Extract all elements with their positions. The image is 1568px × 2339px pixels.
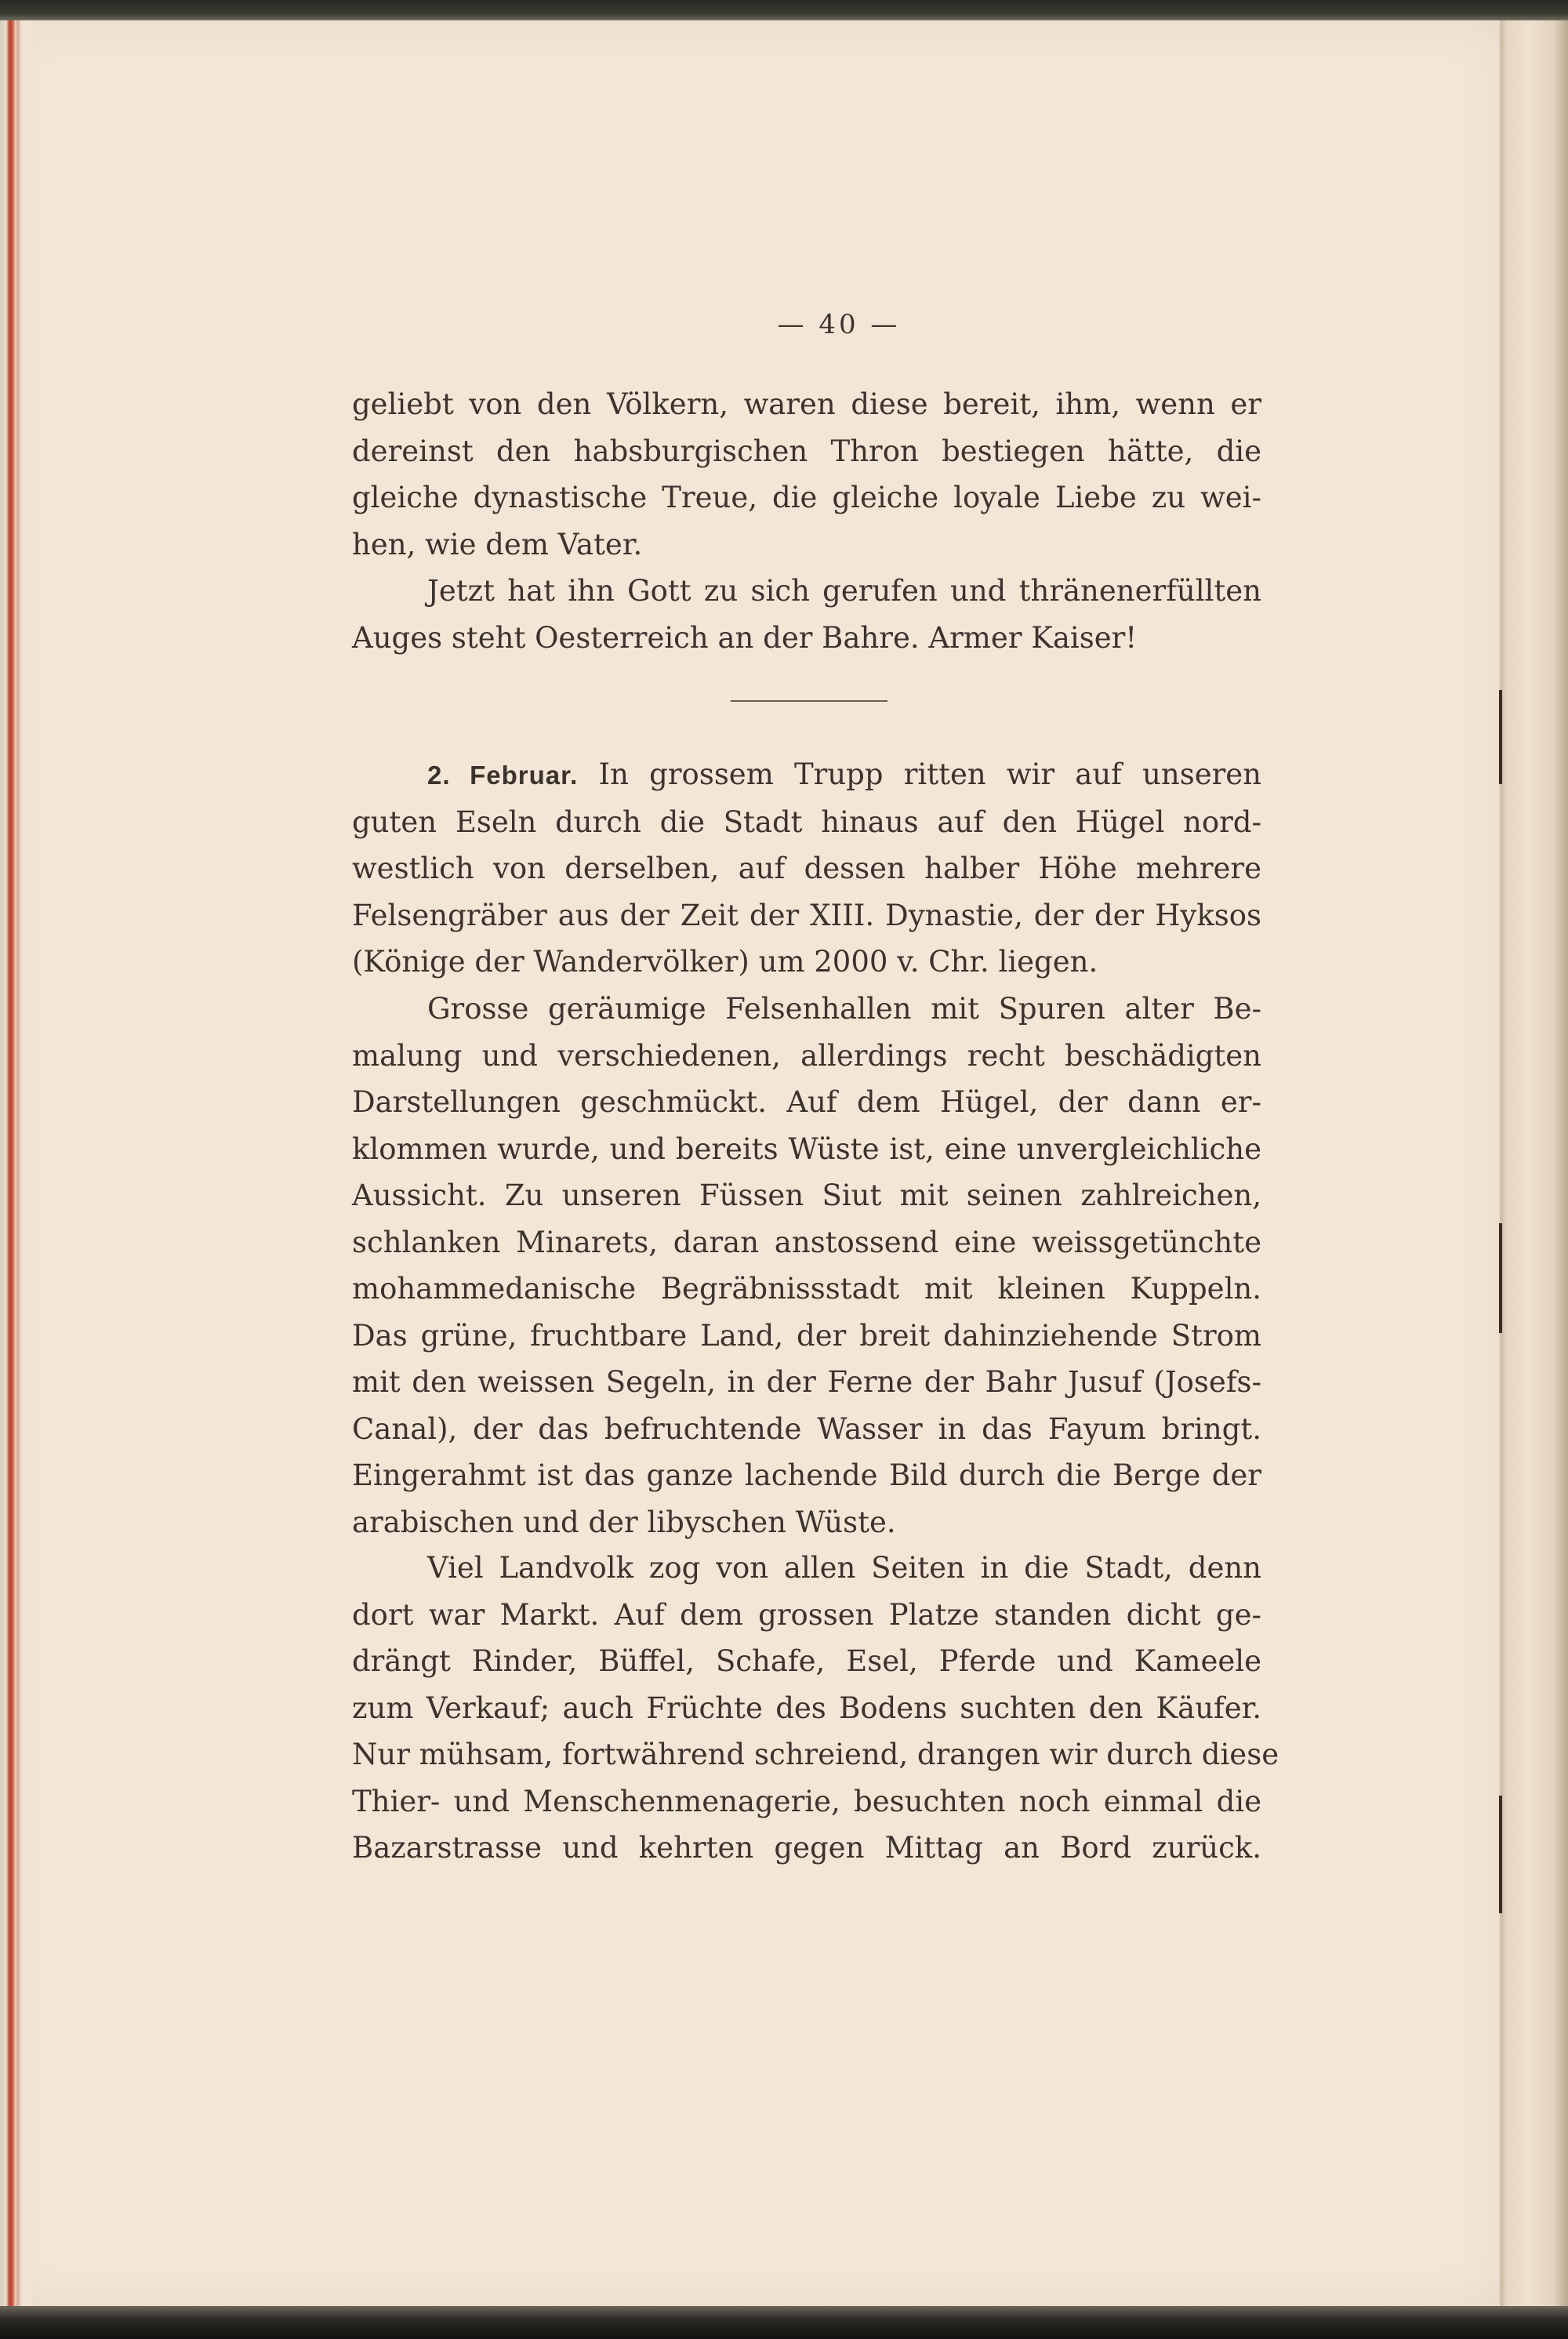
text-line: drängt Rinder, Büffel, Schafe, Esel, Pferde und Kameele [352,1644,1261,1678]
text-line: mit den weissen Segeln, in der Ferne der Bahr Jusuf (Josefs- [352,1365,1261,1399]
paragraph [352,986,1261,1545]
paragraph [352,381,1261,568]
text-line: (Könige der Wandervölker) um 2000 v. Chr. liegen. [352,945,1098,979]
paragraph [352,568,1261,661]
text-line: Nur mühsam, fortwährend schreiend, drangen wir durch diese [352,1738,1279,1771]
right-edge-mark [1499,690,1502,784]
text-line: dort war Markt. Auf dem grossen Platze standen dicht ge- [352,1597,1261,1632]
text-line: Bazarstrasse und kehrten gegen Mittag an Bord zurück. [352,1831,1261,1865]
text-line: klommen wurde, und bereits Wüste ist, eine unvergleichliche [352,1131,1261,1166]
entry-first-line [352,751,1261,799]
text-line: Viel Landvolk zog von allen Seiten in die Stadt, denn [427,1551,1261,1585]
text-line: Jetzt hat ihn Gott zu sich gerufen und thränenerfüllten [427,574,1261,608]
text-line: arabischen und der libyschen Wüste. [352,1505,896,1539]
right-edge-mark [1499,1223,1502,1333]
paragraph [352,1545,1279,1872]
text-line: geliebt von den Völkern, waren diese bereit, ihm, wenn er [352,387,1261,421]
left-binding [0,20,31,2306]
text-line: hen, wie dem Vater. [352,527,643,561]
text-line: Das grüne, fruchtbare Land, der breit dahinziehende Strom [352,1318,1261,1353]
text-line: dereinst den habsburgischen Thron bestiegen hätte, die [352,434,1261,468]
text-line: schlanken Minarets, daran anstossend eine weissgetünchte [352,1225,1261,1259]
text-line: Eingerahmt ist das ganze lachende Bild durch die Berge der [352,1458,1261,1492]
text-line: Grosse geräumige Felsenhallen mit Spuren alter Be- [427,992,1261,1026]
section-divider [731,700,887,702]
diary-entry [352,751,1261,986]
text-line: zum Verkauf; auch Früchte des Bodens suchten den Käufer. [352,1691,1261,1725]
text-line: westlich von derselben, auf dessen halber Höhe mehrere [352,852,1261,885]
text-line: Aussicht. Zu unseren Füssen Siut mit seinen zahlreichen, [352,1179,1261,1212]
text-line: Felsengräber aus der Zeit der XIII. Dynastie, der der Hyksos [352,898,1261,932]
text-line: Canal), der das befruchtende Wasser in das Fayum bringt. [352,1411,1261,1446]
text-line: guten Eseln durch die Stadt hinaus auf den Hügel nord- [352,804,1261,839]
entry-date: 2. Februar. [427,761,579,790]
bottom-edge [0,2306,1568,2339]
text-line: mohammedanische Begräbnissstadt mit kleinen Kuppeln. [352,1272,1261,1306]
text-line: Thier- und Menschenmenagerie, besuchten noch einmal die [352,1784,1261,1818]
right-page-edge [1499,20,1568,2306]
text-line: Darstellungen geschmückt. Auf dem Hügel, der dann er- [352,1085,1261,1119]
text-line: malung und verschiedenen, allerdings recht beschädigten [352,1038,1261,1073]
text-line-rest: In grossem Trupp ritten wir auf unseren [598,757,1262,791]
page-number: — 40 — [777,309,901,340]
right-edge-mark [1499,1796,1502,1913]
text-line: gleiche dynastische Treue, die gleiche loyale Liebe zu wei- [352,481,1261,514]
text-line: Auges steht Oesterreich an der Bahre. Armer Kaiser! [352,620,1138,655]
